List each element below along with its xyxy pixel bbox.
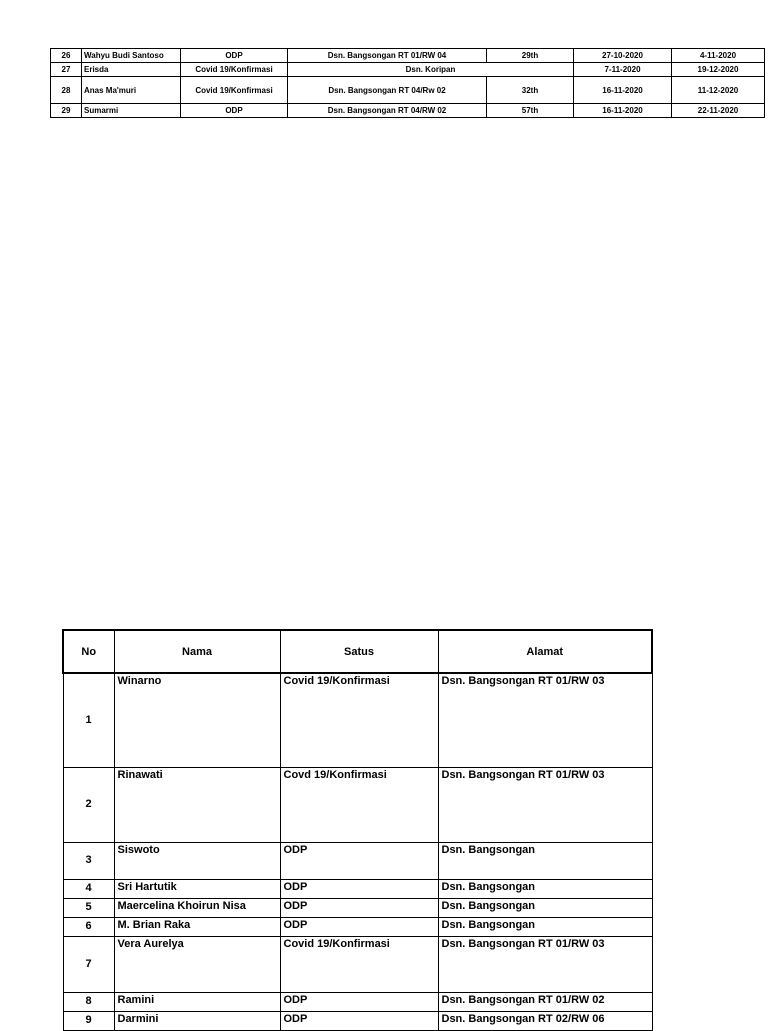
row-status: ODP bbox=[181, 49, 288, 63]
row-alamat: Dsn. Bangsongan bbox=[438, 898, 652, 917]
row-status: ODP bbox=[280, 842, 438, 879]
row-umur: 57th bbox=[487, 104, 574, 118]
row-nama: Sumarmi bbox=[82, 104, 181, 118]
row-status: Covid 19/Konfirmasi bbox=[280, 673, 438, 767]
row-nama: M. Brian Raka bbox=[114, 917, 280, 936]
row-alamat: Dsn. Bangsongan RT 04/Rw 02 bbox=[288, 77, 487, 104]
table-row bbox=[63, 992, 652, 1011]
row-alamat: Dsn. Bangsongan bbox=[438, 879, 652, 898]
row-nama: Sri Hartutik bbox=[114, 879, 280, 898]
row-no: 6 bbox=[63, 917, 114, 936]
row-no: 28 bbox=[51, 77, 82, 104]
table-row bbox=[63, 1011, 652, 1030]
patient-table bbox=[62, 629, 653, 1031]
table-row bbox=[51, 49, 765, 63]
header-no: No bbox=[63, 630, 114, 673]
row-nama: Vera Aurelya bbox=[114, 936, 280, 992]
row-status: ODP bbox=[280, 898, 438, 917]
row-alamat: Dsn. Bangsongan bbox=[438, 842, 652, 879]
row-no: 5 bbox=[63, 898, 114, 917]
row-status: Covid 19/Konfirmasi bbox=[280, 936, 438, 992]
row-alamat: Dsn. Bangsongan RT 01/RW 03 bbox=[438, 767, 652, 842]
row-no: 3 bbox=[63, 842, 114, 879]
row-nama: Winarno bbox=[114, 673, 280, 767]
row-no: 27 bbox=[51, 63, 82, 77]
table-row bbox=[63, 936, 652, 992]
table-row bbox=[63, 767, 652, 842]
table-row bbox=[51, 77, 765, 104]
row-no: 4 bbox=[63, 879, 114, 898]
row-umur: 32th bbox=[487, 77, 574, 104]
row-tanggal-1: 7-11-2020 bbox=[574, 63, 672, 77]
table-row bbox=[63, 898, 652, 917]
row-alamat: Dsn. Bangsongan RT 04/RW 02 bbox=[288, 104, 487, 118]
row-tanggal-1: 16-11-2020 bbox=[574, 77, 672, 104]
row-alamat: Dsn. Bangsongan RT 01/RW 03 bbox=[438, 936, 652, 992]
row-alamat: Dsn. Bangsongan RT 02/RW 06 bbox=[438, 1011, 652, 1030]
row-status: ODP bbox=[280, 1011, 438, 1030]
row-nama: Ramini bbox=[114, 992, 280, 1011]
table-row bbox=[63, 673, 652, 767]
row-status: Covd 19/Konfirmasi bbox=[280, 767, 438, 842]
row-umur: 29th bbox=[487, 49, 574, 63]
row-nama: Rinawati bbox=[114, 767, 280, 842]
row-tanggal-1: 16-11-2020 bbox=[574, 104, 672, 118]
row-nama: Erisda bbox=[82, 63, 181, 77]
row-nama: Maercelina Khoirun Nisa bbox=[114, 898, 280, 917]
row-no: 1 bbox=[63, 673, 114, 767]
table-row bbox=[63, 917, 652, 936]
row-nama: Darmini bbox=[114, 1011, 280, 1030]
row-alamat: Dsn. Koripan bbox=[288, 63, 574, 77]
row-status: ODP bbox=[280, 917, 438, 936]
header-status: Satus bbox=[280, 630, 438, 673]
row-no: 8 bbox=[63, 992, 114, 1011]
row-tanggal-1: 27-10-2020 bbox=[574, 49, 672, 63]
row-no: 7 bbox=[63, 936, 114, 992]
row-no: 29 bbox=[51, 104, 82, 118]
table-row bbox=[63, 879, 652, 898]
row-no: 26 bbox=[51, 49, 82, 63]
row-status: ODP bbox=[280, 879, 438, 898]
row-alamat: Dsn. Bangsongan bbox=[438, 917, 652, 936]
table-header-row bbox=[63, 630, 652, 673]
row-tanggal-2: 22-11-2020 bbox=[672, 104, 765, 118]
row-tanggal-2: 4-11-2020 bbox=[672, 49, 765, 63]
row-nama: Siswoto bbox=[114, 842, 280, 879]
row-nama: Anas Ma'muri bbox=[82, 77, 181, 104]
row-tanggal-2: 11-12-2020 bbox=[672, 77, 765, 104]
row-nama: Wahyu Budi Santoso bbox=[82, 49, 181, 63]
header-nama: Nama bbox=[114, 630, 280, 673]
row-status: Covid 19/Konfirmasi bbox=[181, 63, 288, 77]
row-alamat: Dsn. Bangsongan RT 01/RW 03 bbox=[438, 673, 652, 767]
table-row bbox=[63, 842, 652, 879]
row-status: ODP bbox=[280, 992, 438, 1011]
table-row bbox=[51, 63, 765, 77]
row-status: Covid 19/Konfirmasi bbox=[181, 77, 288, 104]
row-alamat: Dsn. Bangsongan RT 01/RW 04 bbox=[288, 49, 487, 63]
row-no: 2 bbox=[63, 767, 114, 842]
row-no: 9 bbox=[63, 1011, 114, 1030]
row-tanggal-2: 19-12-2020 bbox=[672, 63, 765, 77]
row-status: ODP bbox=[181, 104, 288, 118]
table-row bbox=[51, 104, 765, 118]
row-alamat: Dsn. Bangsongan RT 01/RW 02 bbox=[438, 992, 652, 1011]
header-alamat: Alamat bbox=[438, 630, 652, 673]
top-data-table bbox=[50, 48, 765, 118]
